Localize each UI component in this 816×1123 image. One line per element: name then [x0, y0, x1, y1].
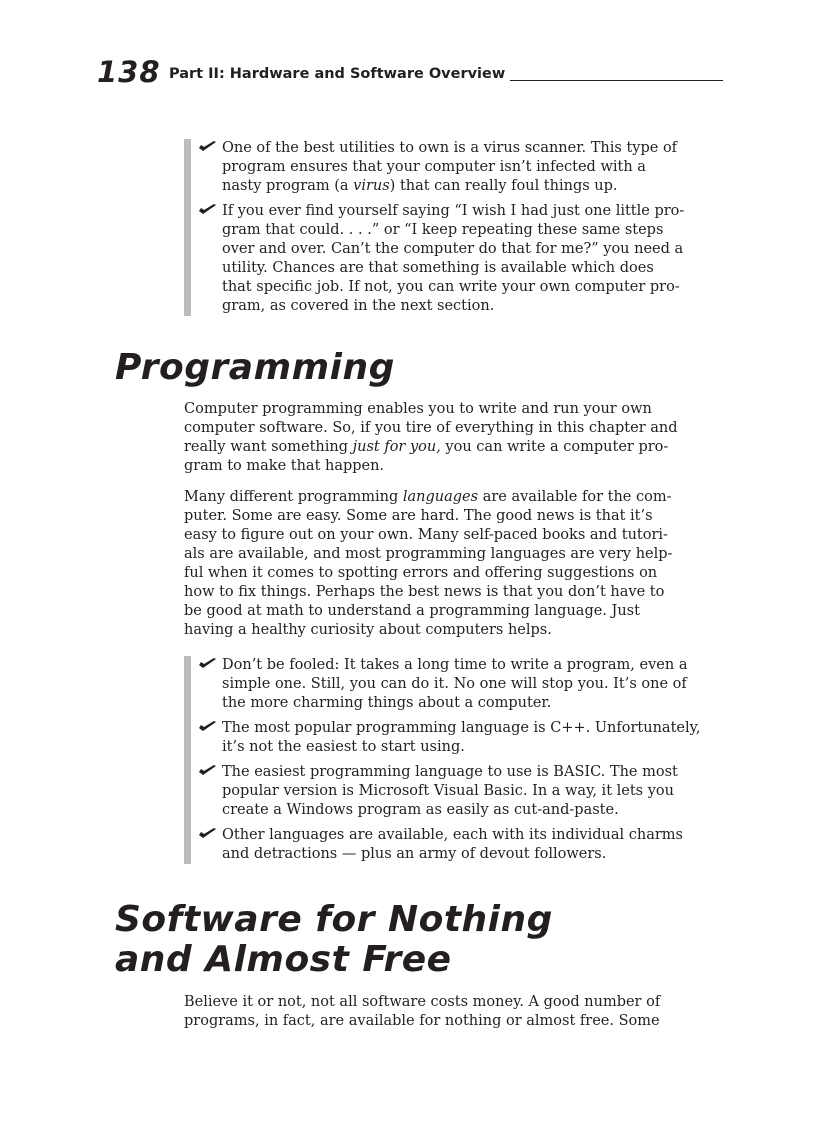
check-icon	[198, 656, 218, 672]
sidebar-bar	[184, 656, 191, 864]
bullet-list-utilities	[184, 139, 729, 316]
check-icon	[198, 202, 218, 218]
line-with-italic: really want something just for you, you can write a computer pro-	[184, 439, 669, 455]
check-icon	[198, 139, 218, 155]
list-item: The easiest programming language to use is BASIC. The most popular version is Microsoft Visual Basic. In a way, it lets you create a Windows program as easily as cut-and-paste.	[222, 763, 729, 820]
line-with-italic: Many different programming languages are available for the com-	[184, 489, 672, 505]
check-icon	[198, 763, 218, 779]
sidebar-bar	[184, 139, 191, 316]
list-item: One of the best utilities to own is a virus scanner. This type of program ensures that your computer isn’t infected with a nasty program (a virus) that can really foul things up.	[222, 139, 729, 196]
list-item: Other languages are available, each with its individual charms and detractions — plus an army of devout followers.	[222, 826, 729, 864]
check-icon	[198, 826, 218, 842]
free-software-body: Believe it or not, not all software costs money. A good number of programs, in fact, are available for nothing or almost free. Some	[184, 994, 661, 1029]
check-icon	[198, 719, 218, 735]
list-item: If you ever find yourself saying “I wish I had just one little pro- gram that could. . . .” or “I keep repeating these same steps over and over. Can’t the computer do that for me?” you need a utility. Chances are that something is available which does that specific job. If not, you can write your own computer pro- gram, as covered in the next section.	[222, 202, 729, 316]
page-number: 138	[97, 55, 161, 89]
section-heading-free-software: Software for Nothing and Almost Free	[115, 899, 553, 980]
page-header	[97, 56, 723, 88]
running-head: Part II: Hardware and Software Overview	[169, 66, 506, 82]
bullet-list-programming	[184, 656, 729, 864]
section-heading-programming: Programming	[115, 347, 395, 388]
line-with-italic: nasty program (a virus) that can really foul things up.	[222, 178, 618, 194]
header-rule	[510, 80, 723, 81]
list-item: The most popular programming language is C++. Unfortunately, it’s not the easiest to start using.	[222, 719, 729, 757]
list-item: Don’t be fooled: It takes a long time to write a program, even a simple one. Still, you can do it. No one will stop you. It’s one of the more charming things about a computer.	[222, 656, 729, 713]
programming-body: Computer programming enables you to write and run your own computer software. So, if you tire of everything in this chapter and really want something just for you, you can write a computer pro- gram to make that happen. Many different programming languages are available for the com- puter. Some are easy. Some are hard. The good news is that it’s easy to figure out on your own. Many self-paced books and tutori- als are available, and most programming languages are very help- ful when it comes to spotting errors and offering suggestions on how to fix things. Perhaps the best news is that you don’t have to be good at math to understand a programming language. Just having a healthy curiosity about computers helps.	[184, 400, 729, 640]
